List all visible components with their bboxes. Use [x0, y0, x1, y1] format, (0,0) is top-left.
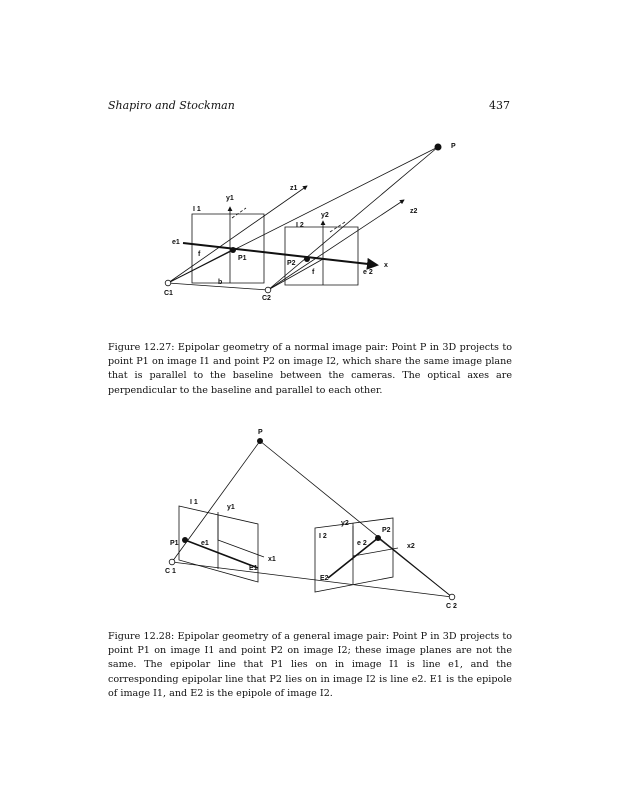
ray-c1-p [168, 147, 438, 283]
camera-center-C2 [449, 594, 455, 600]
label-e1: e1 [172, 239, 180, 246]
figure-12-27-diagram [0, 130, 618, 320]
baseline [172, 562, 452, 597]
epipolar-line-e1 [185, 540, 258, 568]
label-E1: E1 [249, 565, 258, 572]
label-x1: x1 [268, 556, 276, 563]
label-P1: P1 [170, 540, 179, 547]
epipolar-x-axis [183, 243, 377, 265]
label-E2: E2 [320, 575, 329, 582]
label-z1: z1 [290, 185, 298, 192]
page-number: 437 [489, 99, 510, 112]
label-I2: I 2 [296, 222, 304, 229]
label-I2: I 2 [319, 533, 327, 540]
label-x2: x2 [407, 543, 415, 550]
label-C1: C 1 [165, 568, 176, 575]
label-e1: e1 [201, 540, 209, 547]
label-y1: y1 [227, 504, 235, 511]
z2-axis [268, 200, 404, 290]
ray-c2-p [268, 147, 438, 290]
label-y2: y2 [341, 520, 349, 527]
label-P2: P2 [287, 260, 296, 267]
figure-12-28-diagram [0, 420, 618, 615]
figure-12-28-caption: Figure 12.28: Epipolar geometry of a general image pair: Point P in 3D projects to point P1 on image I1 and point P2 on image I2; these image planes are not the same. The epipolar line that P1 lies on in image I1 is line e1, and the corresponding epipolar line that P2 lies on in image I2 is line e2. E1 is the epipole of image I1, and E2 is the epipole of image I2. [108, 631, 512, 699]
point-P [435, 144, 442, 151]
point-P [257, 438, 263, 444]
label-P2: P2 [382, 527, 391, 534]
label-x: x [384, 262, 388, 269]
label-C2: C 2 [446, 603, 457, 610]
image-plane-1 [179, 506, 258, 582]
ray-p-c1 [172, 441, 260, 562]
point-P1 [230, 247, 236, 253]
label-I1: I 1 [193, 206, 201, 213]
label-f-left: f [198, 251, 201, 258]
label-I1: I 1 [190, 499, 198, 506]
point-P2 [304, 256, 310, 262]
figure-12-27-caption: Figure 12.27: Epipolar geometry of a normal image pair: Point P in 3D projects to point P1 on image I1 and point P2 on image I2, which share the same image plane that is parallel to the baseline between the cameras. The optical axes are perpendicular to the baseline and parallel to each other. [108, 342, 512, 396]
label-C2: C2 [262, 295, 271, 302]
label-f-right: f [312, 269, 315, 276]
camera-center-C1 [165, 280, 171, 286]
label-P1: P1 [238, 255, 247, 262]
label-z2: z2 [410, 208, 418, 215]
camera-center-C2 [265, 287, 271, 293]
running-header-authors: Shapiro and Stockman [108, 99, 235, 112]
label-P: P [258, 429, 263, 436]
z1-dashed [232, 208, 246, 218]
point-P2 [375, 535, 381, 541]
camera-center-C1 [169, 559, 175, 565]
label-e2: e 2 [363, 269, 373, 276]
label-b: b [218, 279, 223, 286]
label-P: P [451, 143, 456, 150]
label-C1: C1 [164, 290, 173, 297]
label-y2: y2 [321, 212, 329, 219]
ray-c2-p2 [378, 538, 452, 597]
point-P1 [182, 537, 188, 543]
label-e2: e 2 [357, 540, 367, 547]
z1-axis [168, 186, 307, 283]
label-y1: y1 [226, 195, 234, 202]
